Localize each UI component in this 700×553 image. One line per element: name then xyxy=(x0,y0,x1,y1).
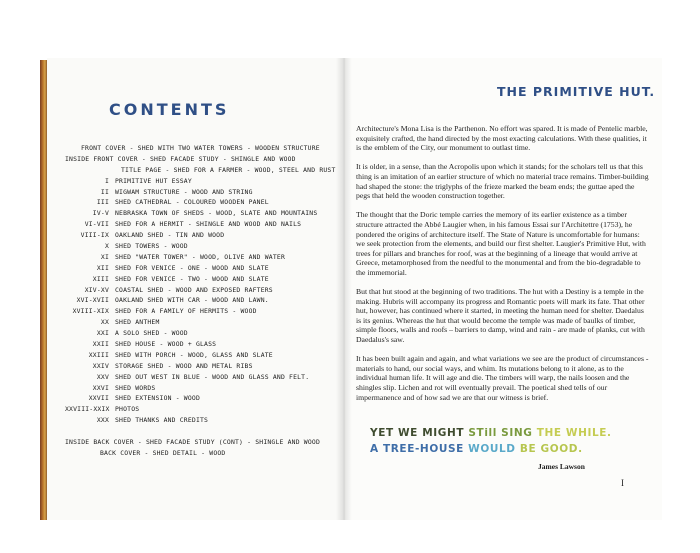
contents-entry-text: OAKLAND SHED WITH CAR - WOOD AND LAWN. xyxy=(115,296,269,305)
contents-entry-text: SHED HOUSE - WOOD + GLASS xyxy=(115,340,217,349)
contents-entry-text: NEBRASKA TOWN OF SHEDS - WOOD, SLATE AND MOUNTAINS xyxy=(115,209,318,218)
contents-entry xyxy=(65,448,340,459)
contents-entry-text: SHED FOR A HERMIT - SHINGLE AND WOOD AND NAILS xyxy=(115,220,302,229)
contents-entry xyxy=(65,285,340,296)
contents-entry xyxy=(65,339,340,350)
essay-paragraph: Architecture's Mona Lisa is the Parthenon. No effort was spared. It is made of Pentelic marble, exquisitely crafted, the hand directed by the most exacting calculations. With these qualities, it is the emblem of the City, our monument to outlast time. xyxy=(356,124,648,153)
contents-entry-text: OAKLAND SHED - TIN AND WOOD xyxy=(115,231,225,240)
contents-entry xyxy=(65,372,340,383)
contents-entry-text: PRIMITIVE HUT ESSAY xyxy=(115,176,192,185)
contents-entry xyxy=(65,317,340,328)
contents-entry-number: XX xyxy=(100,318,109,327)
contents-entry xyxy=(65,306,340,317)
contents-entry xyxy=(65,176,340,187)
contents-entry-text: INSIDE BACK COVER - SHED FACADE STUDY (CONT) - SHINGLE AND WOOD xyxy=(65,438,320,447)
contents-entry-text: SHED WITH PORCH - WOOD, GLASS AND SLATE xyxy=(115,350,273,359)
contents-entry-number: XXIV xyxy=(92,361,109,370)
contents-entry-text: PHOTOS xyxy=(115,405,140,414)
contents-entry xyxy=(65,252,340,263)
quote-fragment: A TREE-HOUSE xyxy=(370,443,469,455)
contents-entry-number: IV-V xyxy=(92,209,109,218)
contents-entry-number: XI xyxy=(100,252,109,261)
contents-entry-number: I xyxy=(104,176,109,185)
contents-entry-text: SHED CATHEDRAL - COLOURED WOODEN PANEL xyxy=(115,198,269,207)
quote-line-2 xyxy=(370,441,612,457)
contents-entry-number: VIII-IX xyxy=(80,231,109,240)
handwritten-quote xyxy=(370,425,612,457)
contents-entry-text: A SOLO SHED - WOOD xyxy=(115,329,188,338)
page-number: I xyxy=(621,478,624,488)
contents-entry-number: XVI-XVII xyxy=(76,296,109,305)
essay-paragraph: It has been built again and again, and what variations we see are the product of circumstances - materials to hand, our social ways, and whim. Its mutations belong to it alone, as to the individual human life. It will age and die. The timbers will warp, the nails loosen and the shingles slip. Lichen and rot will eventually prevail. The poetical shed tells of our impermanence and of how sad we are that our witness is brief. xyxy=(356,354,649,402)
contents-entry-number: XIII xyxy=(92,274,109,283)
contents-entry xyxy=(65,426,340,437)
contents-entry xyxy=(65,154,340,165)
contents-entry-number: XXIII xyxy=(88,350,109,359)
contents-entry xyxy=(65,230,340,241)
contents-entry-number: XII xyxy=(96,263,109,272)
contents-list xyxy=(65,143,340,459)
contents-entry-text: SHED THANKS AND CREDITS xyxy=(115,416,209,425)
quote-fragment: YET WE MIGHT xyxy=(370,427,469,439)
contents-entry-number: XVIII-XIX xyxy=(72,307,109,316)
quote-fragment: THE WHILE. xyxy=(536,427,612,439)
essay-paragraph: The thought that the Doric temple carries the memory of its earlier existence as a timber structure attracted the Abbé Laugier when, in his famous Essai sur l'Architettre (1753), he pondered the origins of architecture itself. The State of Nature is uncomfortable for humans: we seek protection from the elements, and build our first shelter. Laugier's Primitive Hut, with trees for pillars and branches for roof, was at the beginning of a lineage that would arrive at Greece, metamorphosed from the needful to the monumental and from the bio-degradable to the immemorial. xyxy=(356,210,646,277)
contents-entry-text: COASTAL SHED - WOOD AND EXPOSED RAFTERS xyxy=(115,285,273,294)
contents-entry-text: WIGWAM STRUCTURE - WOOD AND STRING xyxy=(115,187,253,196)
contents-entry-number: XXV xyxy=(96,372,109,381)
contents-entry xyxy=(65,208,340,219)
essay-paragraph: It is older, in a sense, than the Acropolis upon which it stands; for the scholars tell us that this thing is an imitation of an earlier structure of which no material trace remains. Timber-building had shaped the stone: the triglyphs of the frieze marked the beam ends; the guttae aped the pegs that held the wooden construction together. xyxy=(356,162,649,201)
contents-entry-text: SHED EXTENSION - WOOD xyxy=(115,394,200,403)
contents-entry-text: SHED OUT WEST IN BLUE - WOOD AND GLASS AND FELT. xyxy=(115,372,310,381)
contents-entry xyxy=(65,143,340,154)
contents-entry-number: VI-VII xyxy=(84,220,109,229)
contents-entry-number: XXI xyxy=(96,329,109,338)
contents-entry xyxy=(65,383,340,394)
quote-fragment: BE GOOD. xyxy=(519,443,583,455)
contents-entry-text: INSIDE FRONT COVER - SHED FACADE STUDY - SHINGLE AND WOOD xyxy=(65,154,296,163)
contents-entry-number: II xyxy=(100,187,109,196)
contents-entry-text: SHED FOR A FAMILY OF HERMITS - WOOD xyxy=(115,307,257,316)
contents-entry xyxy=(65,197,340,208)
essay-paragraph: But that hut stood at the beginning of two traditions. The hut with a Destiny is a temple in the making. Hubris will accompany its progress and Romantic poets will mark its fate. That other hut, however, has continued where it started, in meeting the human need for shelter. Daedalus is its genius. Whereas the hut that would become the temple was made of baulks of timber, simple floors, walls and roofs – barriers to damp, wind and rain - are made of planks, cut with Daedalus's saw. xyxy=(356,287,645,345)
contents-entry-text: SHED FOR VENICE - ONE - WOOD AND SLATE xyxy=(115,263,269,272)
contents-entry-text: SHED FOR VENICE - TWO - WOOD AND SLATE xyxy=(115,274,269,283)
author-name: James Lawson xyxy=(538,462,585,471)
contents-entry xyxy=(65,165,340,176)
contents-entry-number: XXII xyxy=(92,340,109,349)
contents-entry-number: XXVII xyxy=(88,394,109,403)
contents-entry xyxy=(65,187,340,198)
contents-entry-text: SHED TOWERS - WOOD xyxy=(115,242,188,251)
contents-entry xyxy=(65,274,340,285)
contents-entry xyxy=(65,404,340,415)
contents-entry xyxy=(65,350,340,361)
contents-entry-number: XXVIII-XXIX xyxy=(65,405,110,414)
contents-entry xyxy=(65,219,340,230)
contents-entry-number: XXX xyxy=(96,416,109,425)
contents-entry-text: SHED ANTHEM xyxy=(115,318,160,327)
quote-line-1 xyxy=(370,425,612,441)
contents-entry-text: SHED "WATER TOWER" - WOOD, OLIVE AND WATER xyxy=(115,252,285,261)
contents-entry xyxy=(65,415,340,426)
quote-fragment: WOULD xyxy=(468,443,520,455)
contents-title: CONTENTS xyxy=(109,100,230,119)
contents-entry-text: BACK COVER - SHED DETAIL - WOOD xyxy=(100,448,226,457)
contents-entry-number: XXVI xyxy=(92,383,109,392)
contents-entry-text: FRONT COVER - SHED WITH TWO WATER TOWERS - WOODEN STRUCTURE xyxy=(81,144,320,152)
essay-body xyxy=(356,124,650,412)
contents-entry-number: III xyxy=(96,198,109,207)
contents-entry-text: SHED WORDS xyxy=(115,383,156,392)
essay-title: THE PRIMITIVE HUT. xyxy=(497,84,656,99)
contents-entry xyxy=(65,263,340,274)
contents-entry xyxy=(65,328,340,339)
contents-entry xyxy=(65,393,340,404)
quote-fragment: STill SING xyxy=(468,427,537,439)
contents-entry-number: X xyxy=(104,242,109,251)
contents-entry-number: XIV-XV xyxy=(84,285,109,294)
contents-entry xyxy=(65,241,340,252)
contents-entry xyxy=(65,295,340,306)
contents-entry-text: STORAGE SHED - WOOD AND METAL RIBS xyxy=(115,361,253,370)
contents-entry xyxy=(65,437,340,448)
contents-entry xyxy=(65,361,340,372)
book-cover-edge xyxy=(40,60,47,520)
contents-entry-text: TITLE PAGE - SHED FOR A FARMER - WOOD, STEEL AND RUST xyxy=(121,165,336,174)
